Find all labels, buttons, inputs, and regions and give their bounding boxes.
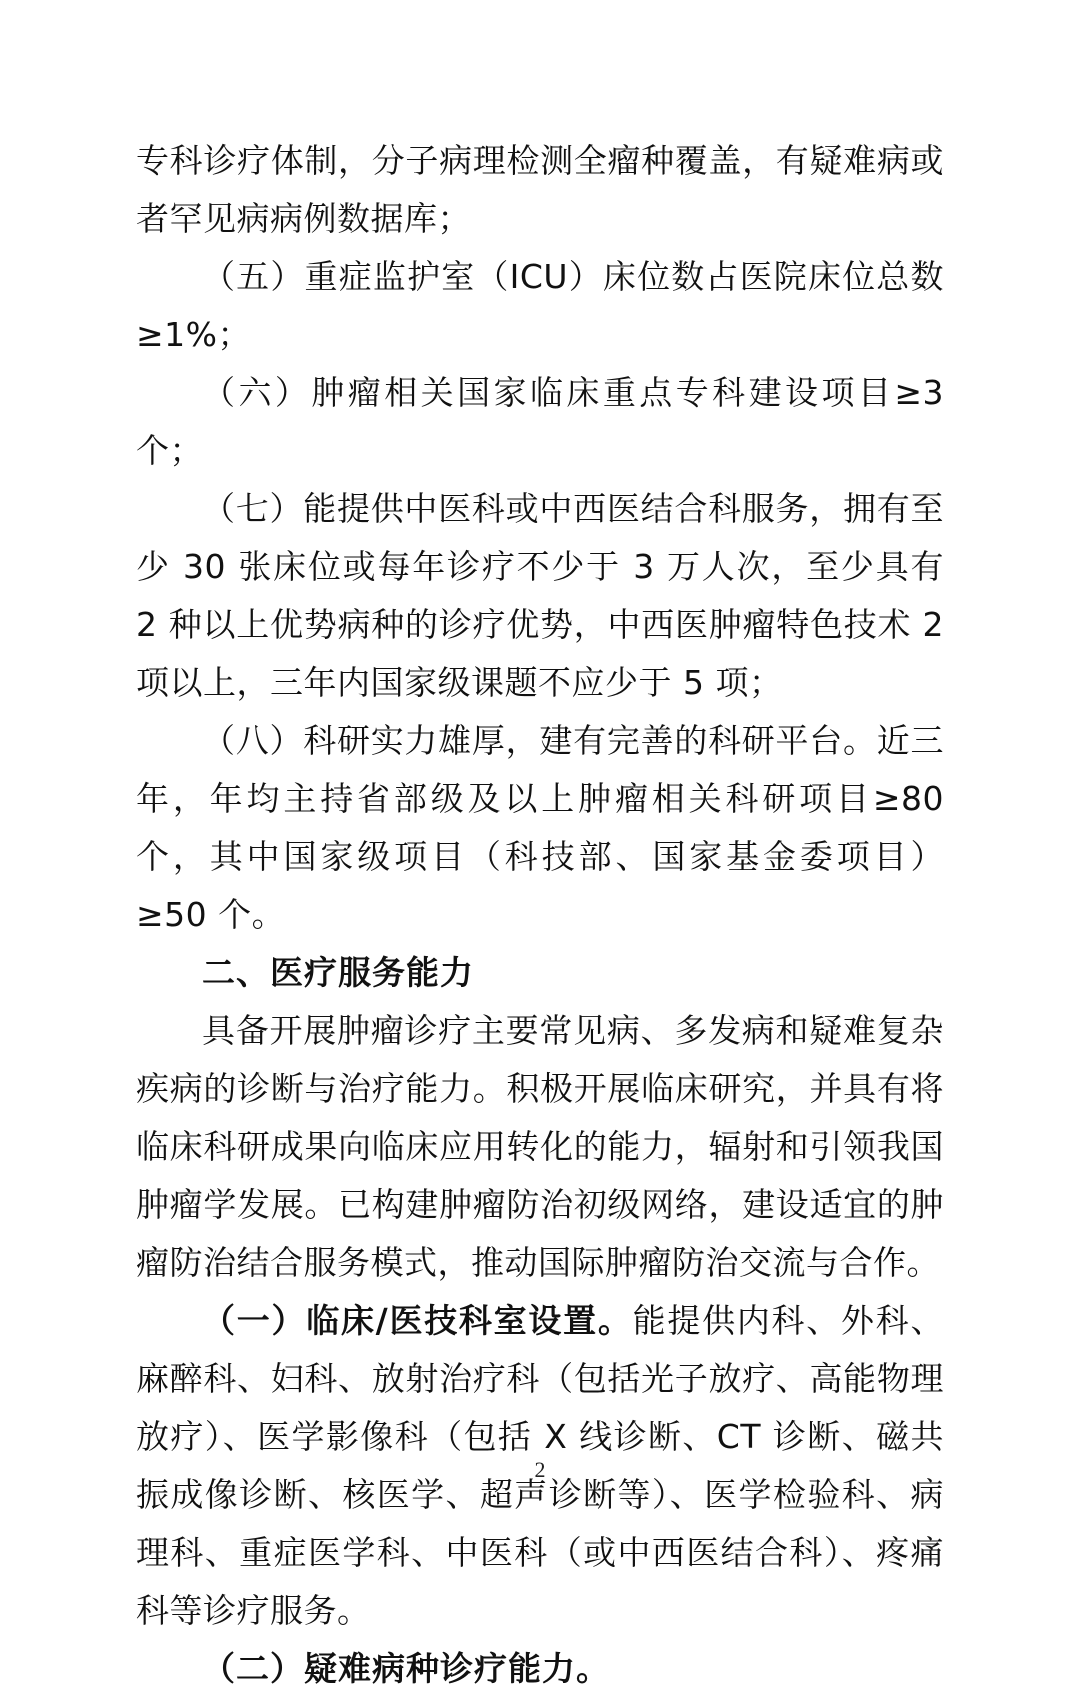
paragraph-item-seven: （七）能提供中医科或中西医结合科服务，拥有至少 30 张床位或每年诊疗不少于 3 万人次，至少具有 2 种以上优势病种的诊疗优势，中西医肿瘤特色技术 2 项以上，三年内国家级课题不应少于 5 项； xyxy=(136,489,944,702)
paragraph-service-capability: 具备开展肿瘤诊疗主要常见病、多发病和疑难复杂疾病的诊断与治疗能力。积极开展临床研究，并具有将临床科研成果向临床应用转化的能力，辐射和引领我国肿瘤学发展。已构建肿瘤防治初级网络，建设适宜的肿瘤防治结合服务模式，推动国际肿瘤防治交流与合作。 xyxy=(136,1011,944,1282)
paragraph-item-eight: （八）科研实力雄厚，建有完善的科研平台。近三年，年均主持省部级及以上肿瘤相关科研项目≥80 个，其中国家级项目（科技部、国家基金委项目）≥50 个。 xyxy=(136,721,944,934)
page-number: 2 xyxy=(534,1457,546,1482)
paragraph-department-setup-text: 能提供内科、外科、麻醉科、妇科、放射治疗科（包括光子放疗、高能物理放疗）、医学影像科（包括 X 线诊断、CT 诊断、磁共振成像诊断、核医学、超声诊断等）、医学检验科、病理科、重症医学科、中医科（或中西医结合科）、疼痛科等诊疗服务。 xyxy=(136,1301,944,1630)
paragraph-intro: 专科诊疗体制，分子病理检测全瘤种覆盖，有疑难病或者罕见病病例数据库； xyxy=(136,141,944,238)
section-heading-two: 二、医疗服务能力 xyxy=(202,953,474,992)
section-heading-difficult-diseases: （二）疑难病种诊疗能力。 xyxy=(202,1649,610,1688)
paragraph-department-setup-lead: （一）临床/医技科室设置。 xyxy=(202,1301,633,1340)
paragraph-item-six: （六）肿瘤相关国家临床重点专科建设项目≥3个； xyxy=(136,373,944,470)
paragraph-item-five: （五）重症监护室（ICU）床位数占医院床位总数≥1%； xyxy=(136,257,944,354)
